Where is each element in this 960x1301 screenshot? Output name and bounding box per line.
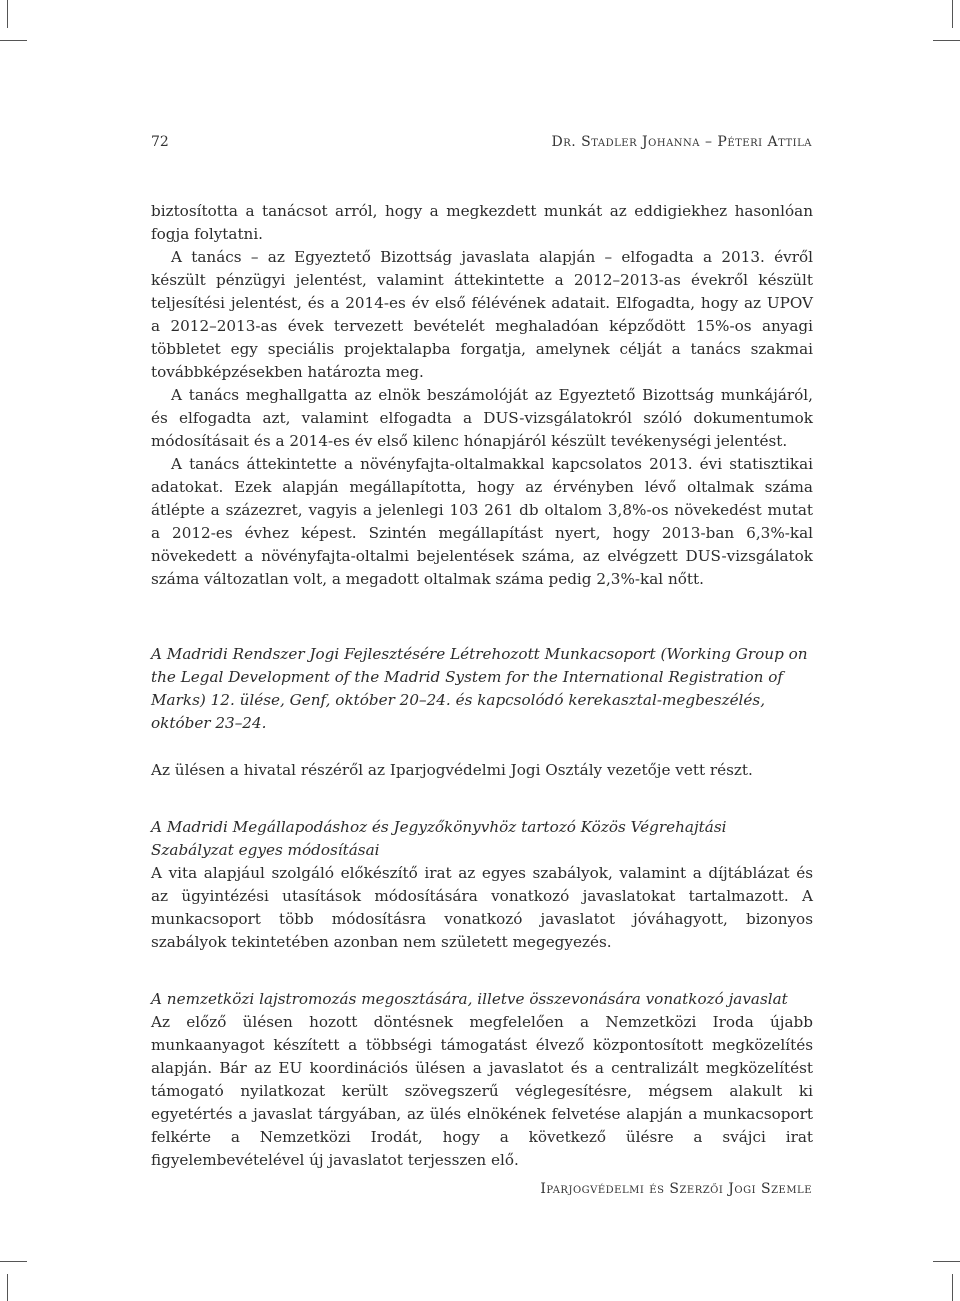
paragraph: Az ülésen a hivatal részéről az Iparjogvédelmi Jogi Osztály vezetője vett részt. bbox=[151, 761, 753, 779]
paragraph: A tanács áttekintette a növényfajta-oltalmakkal kapcsolatos 2013. évi statisztikai adatokat. Ezek alapján megállapította, hogy az érvényben lévő oltalmak száma átlépte a százezret, vagyis a jelenlegi 103 261 db oltalom 3,8%-os növekedést mutat a 2012-es évhez képest. Szintén megállapítást nyert, hogy 2013-ban 6,3%-kal növekedett a növényfajta-oltalmi bejelentések száma, az elvégzett DUS-vizsgálatok száma változatlan volt, a megadott oltalmak száma pedig 2,3%-kal nőtt. bbox=[151, 455, 813, 588]
paragraph: A tanács meghallgatta az elnök beszámolóját az Egyeztető Bizottság munkájáról, és elfogadta azt, valamint elfogadta a DUS-vizsgálatokról szóló dokumentumok módosításait és a 2014-es év első kilenc hónapjáról készült tevékenységi jelentést. bbox=[151, 386, 813, 450]
page-number: 72 bbox=[151, 134, 169, 150]
subsection-heading: A Madridi Megállapodáshoz és Jegyzőkönyvhöz tartozó Közös Végrehajtási Szabályzat egyes módosításai bbox=[151, 818, 727, 859]
crop-mark-top-right-horizontal bbox=[933, 40, 960, 41]
crop-mark-top-left-horizontal bbox=[0, 40, 27, 41]
paragraph: A vita alapjául szolgáló előkészítő irat az egyes szabályok, valamint a díjtáblázat és az ügyintézési utasítások módosítására vonatkozó javaslatokat tartalmazott. A munkacsoport több módosításra vonatkozó javaslatot jóváhagyott, bizonyos szabályok tekintetében azonban nem született megegyezés. bbox=[151, 864, 813, 951]
paragraph: Az előző ülésen hozott döntésnek megfelelően a Nemzetközi Iroda újabb munkaanyagot készített a többségi támogatást élvező központosított megközelítés alapján. Bár az EU koordinációs ülésen a javaslatot és a centralizált megközelítést támogató nyilatkozat került szövegszerű véglegesítésre, mégsem alakult ki egyetértés a javaslat tárgyában, az ülés elnökének felvetése alapján a munkacsoport felkérte a Nemzetközi Irodát, hogy a következő ülésre a svájci irat figyelembevételével új javaslatot terjesszen elő. bbox=[151, 1013, 813, 1169]
paragraph: A tanács – az Egyeztető Bizottság javaslata alapján – elfogadta a 2013. évről készült pénzügyi jelentést, valamint áttekintette a 2012–2013-as évekről készült teljesítési jelentést, és a 2014-es év első félévének adatait. Elfogadta, hogy az UPOV a 2012–2013-as évek tervezett bevételét meghaladóan képződött 15%-os anyagi többletet egy speciális projektalapba forgatja, amelynek célját a tanács szakmai továbbképzésekben határozta meg. bbox=[151, 248, 813, 381]
subsection-heading: A nemzetközi lajstromozás megosztására, illetve összevonására vonatkozó javaslat bbox=[151, 990, 788, 1008]
section-heading: A Madridi Rendszer Jogi Fejlesztésére Létrehozott Munkacsoport (Working Group on the Legal Development of the Madrid System for the International Registration of Marks) 12. ülése, Genf, október 20–24. és kapcsolódó kerekasztal-megbeszélés, október 23–24. bbox=[151, 645, 808, 732]
crop-mark-bottom-left-horizontal bbox=[0, 1261, 27, 1262]
paragraph: biztosította a tanácsot arról, hogy a megkezdett munkát az eddigiekhez hasonlóan fogja folytatni. bbox=[151, 202, 813, 243]
crop-mark-top-left-vertical bbox=[7, 0, 8, 28]
crop-mark-top-right-vertical bbox=[952, 0, 953, 28]
running-foot-journal: Iparjogvédelmi és Szerzői Jogi Szemle bbox=[540, 1181, 812, 1197]
running-head-authors: Dr. Stadler Johanna – Péteri Attila bbox=[551, 134, 812, 150]
crop-mark-bottom-right-horizontal bbox=[933, 1261, 960, 1262]
crop-mark-bottom-left-vertical bbox=[7, 1274, 8, 1301]
article-body bbox=[151, 200, 813, 1172]
crop-mark-bottom-right-vertical bbox=[952, 1274, 953, 1301]
